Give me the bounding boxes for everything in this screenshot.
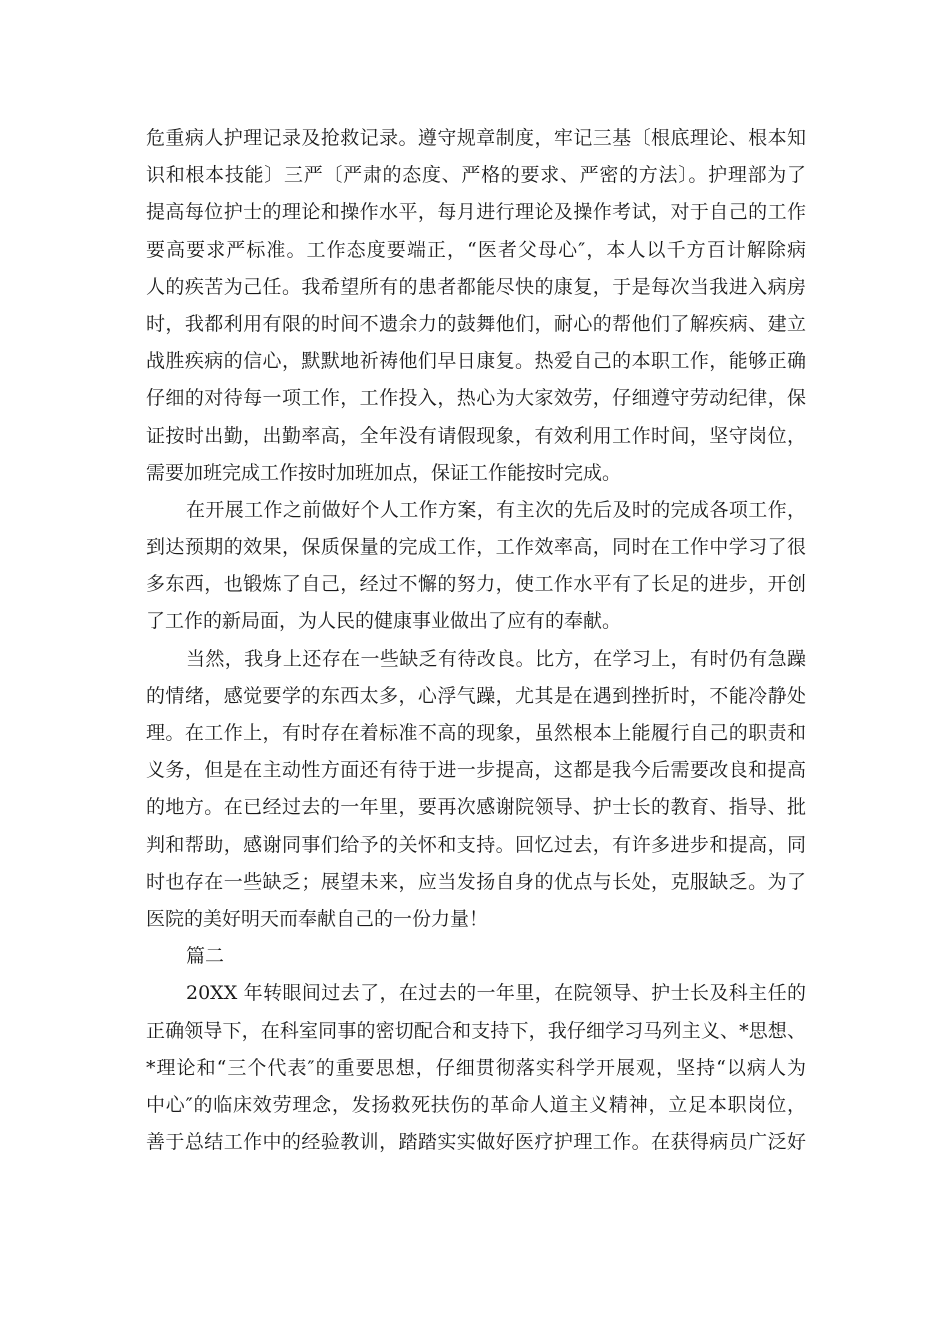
- text-line: 多东西，也锻炼了自己，经过不懈的努力，使工作水平有了长足的进步，开创: [146, 573, 806, 596]
- text-line: 要高要求严标准。工作态度要端正，“医者父母心″，本人以千方百计解除病: [146, 238, 806, 261]
- text-line: 判和帮助，感谢同事们给予的关怀和支持。回忆过去，有许多进步和提高，同: [146, 833, 806, 856]
- text-line: 医院的美好明天而奉献自己的一份力量！: [146, 907, 489, 930]
- text-line: 理。在工作上，有时存在着标准不高的现象，虽然根本上能履行自己的职责和: [146, 722, 806, 744]
- text-line: 提高每位护士的理论和操作水平，每月进行理论及操作考试，对于自己的工作: [146, 201, 806, 224]
- text-line: 危重病人护理记录及抢救记录。遵守规章制度，牢记三基〔根底理论、根本知: [146, 127, 806, 149]
- text-line: 了工作的新局面，为人民的健康事业做出了应有的奉献。: [146, 610, 622, 633]
- text-line: 的地方。在已经过去的一年里，要再次感谢院领导、护士长的教育、指导、批: [146, 796, 806, 819]
- text-line: 中心″的临床效劳理念，发扬救死扶伤的革命人道主义精神，立足本职岗位，: [146, 1093, 806, 1116]
- text-line: 到达预期的效果，保质保量的完成工作，工作效率高，同时在工作中学习了很: [146, 536, 806, 559]
- text-line: 人的疾苦为己任。我希望所有的患者都能尽快的康复，于是每次当我进入病房: [146, 275, 806, 298]
- text-line: 战胜疾病的信心，默默地祈祷他们早日康复。热爱自己的本职工作，能够正确: [146, 350, 806, 373]
- section-heading: 篇二: [186, 945, 225, 968]
- paragraph-first-line: 当然，我身上还存在一些缺乏有待改良。比方，在学习上，有时仍有急躁: [186, 647, 806, 670]
- text-line: 善于总结工作中的经验教训，踏踏实实做好医疗护理工作。在获得病员广泛好: [146, 1131, 806, 1154]
- text-line: 正确领导下，在科室同事的密切配合和支持下，我仔细学习马列主义、*思想、: [146, 1019, 806, 1042]
- document-body: [146, 120, 806, 1161]
- text-line: 的情绪，感觉要学的东西太多，心浮气躁，尤其是在遇到挫折时，不能冷静处: [146, 684, 806, 707]
- text-line: 时也存在一些缺乏；展望未来，应当发扬自身的优点与长处，克服缺乏。为了: [146, 870, 806, 893]
- text-line: 证按时出勤，出勤率高，全年没有请假现象，有效利用工作时间，坚守岗位，: [146, 424, 806, 447]
- text-line: *理论和“三个代表″的重要思想，仔细贯彻落实科学开展观，坚持“以病人为: [146, 1056, 806, 1079]
- text-line: 仔细的对待每一项工作，工作投入，热心为大家效劳，仔细遵守劳动纪律，保: [146, 387, 806, 410]
- paragraph-first-line: 20XX 年转眼间过去了，在过去的一年里，在院领导、护士长及科主任的: [186, 982, 806, 1005]
- text-line: 需要加班完成工作按时加班加点，保证工作能按时完成。: [146, 461, 622, 484]
- paragraph-first-line: 在开展工作之前做好个人工作方案，有主次的先后及时的完成各项工作，: [186, 498, 806, 521]
- text-line: 时，我都利用有限的时间不遗余力的鼓舞他们，耐心的帮他们了解疾病、建立: [146, 312, 806, 335]
- text-line: 识和根本技能〕三严〔严肃的态度、严格的要求、严密的方法〕。护理部为了: [146, 164, 806, 187]
- text-line: 义务，但是在主动性方面还有待于进一步提高，这都是我今后需要改良和提高: [146, 759, 806, 782]
